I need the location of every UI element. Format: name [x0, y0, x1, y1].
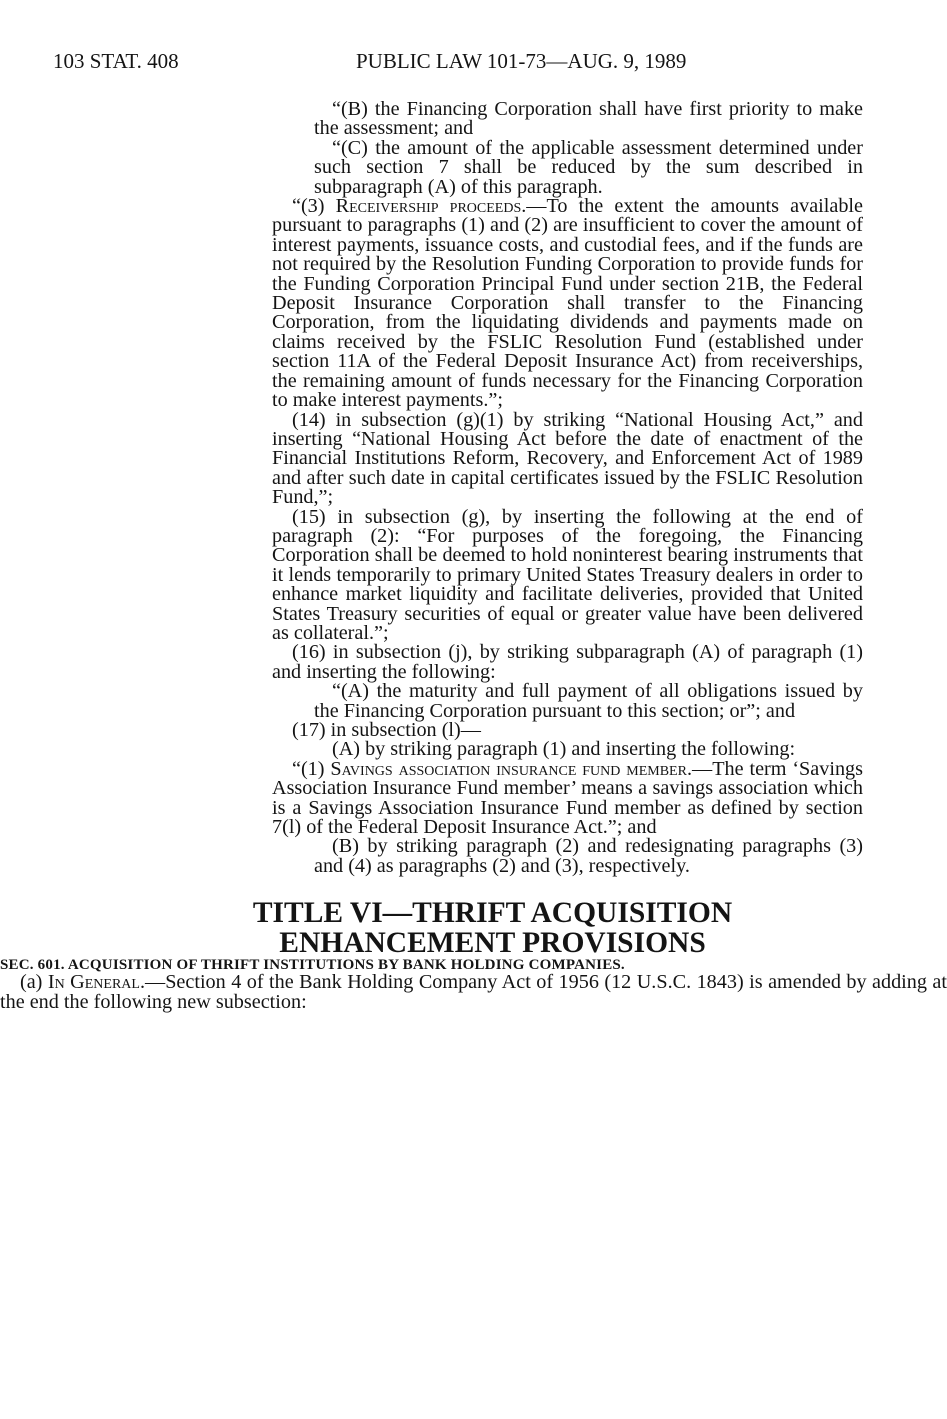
paragraph-3 — [272, 197, 863, 410]
amendment-item-14: (14) in subsection (g)(1) by striking “National Housing Act,” and inserting “National Housing Act before the date of enactment of the Financial Institutions Reform, Recovery, and Enforcement Act of 1989 and after such date in capital certificates issued by the FSLIC Resolution Fund,”; — [272, 408, 863, 509]
section-title: ACQUISITION OF THRIFT INSTITUTIONS BY BANK HOLDING COMPANIES. — [67, 957, 625, 974]
title-line-1: TITLE VI—THRIFT ACQUISITION — [252, 897, 733, 930]
amendment-item-15: (15) in subsection (g), by inserting the following at the end of paragraph (2): “For purposes of the foregoing, the Financing Corporation shall be deemed to hold noninterest bearing instruments that it lends temporarily to primary United States Treasury dealers in order to enhance market liquidity and facilitate deliveries, provided that United States Treasury securities of equal or greater value have been delivered as collateral.”; — [272, 505, 863, 644]
amendment-item-16: (16) in subsection (j), by striking subparagraph (A) of paragraph (1) and inserting the following: — [272, 641, 863, 683]
amendment-item-17-a: (A) by striking paragraph (1) and inserting the following: — [332, 738, 796, 761]
paragraph-block-2 — [272, 721, 863, 837]
subsection-a — [0, 973, 947, 1012]
amendment-item-17-b: (B) by striking paragraph (2) and redesignating paragraphs (3) and (4) as paragraphs (2) and (3), respectively. — [314, 835, 863, 877]
title-heading — [0, 898, 947, 958]
stat-page-number: 103 STAT. 408 — [53, 49, 179, 73]
paragraph-1 — [272, 757, 863, 839]
amendment-item-17: (17) in subsection (l)— — [292, 719, 481, 741]
paragraph-1-heading: Savings association insurance fund member. — [330, 757, 692, 780]
subsection-a-text: —Section 4 of the Bank Holding Company Act of 1956 (12 U.S.C. 1843) is amended by adding at the end the following new subsection: — [0, 971, 947, 1013]
paragraph-3-number: “(3) — [292, 195, 336, 218]
subparagraph-block-2 — [314, 682, 863, 721]
paragraph-1-number: “(1) — [292, 757, 331, 780]
subparagraph-block-3 — [314, 837, 863, 876]
title-line-2: ENHANCEMENT PROVISIONS — [279, 927, 706, 960]
subsection-a-heading: In General. — [47, 971, 145, 994]
section-label: SEC. 601. — [0, 957, 65, 974]
paragraph-block — [272, 197, 863, 682]
subparagraph-c: “(C) the amount of the applicable assessment determined under such section 7 shall be reduced by the sum described in subparagraph (A) of this paragraph. — [314, 136, 863, 198]
running-header — [0, 46, 947, 76]
paragraph-1-text: —The term ‘Savings Association Insurance Fund member’ means a savings association which is a Savings Association Insurance Fund member as defined by section 7(l) of the Federal Deposit Insurance Act.”; and — [272, 757, 863, 839]
subparagraph-b: “(B) the Financing Corporation shall have first priority to make the assessment; and — [314, 98, 863, 140]
statute-body — [0, 100, 947, 1012]
public-law-citation: PUBLIC LAW 101-73—AUG. 9, 1989 — [356, 49, 687, 73]
amendment-item-16-a: “(A) the maturity and full payment of all obligations issued by the Financing Corporation pursuant to this section; or”; and — [314, 680, 863, 722]
subparagraph-block-1 — [314, 100, 863, 197]
paragraph-3-text: —To the extent the amounts available pursuant to paragraphs (1) and (2) are insufficient to cover the amount of interest payments, issuance costs, and custodial fees, and if the funds are not required by the Resolution Funding Corporation to provide funds for the Funding Corporation Principal Fund under section 21B, the Federal Deposit Insurance Corporation shall transfer to the Financing Corporation, from the liquidating dividends and payments made on claims received by the FSLIC Resolution Fund (established under section 11A of the Federal Deposit Insurance Act) from receiverships, the remaining amount of funds necessary for the Financing Corporation to make interest payments.”; — [272, 195, 863, 412]
subsection-a-number: (a) — [20, 971, 48, 994]
paragraph-3-heading: Receivership proceeds. — [335, 195, 527, 218]
